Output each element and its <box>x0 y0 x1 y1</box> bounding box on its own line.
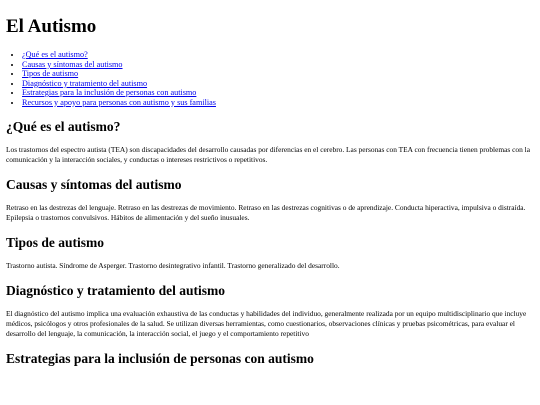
section-heading-causas: Causas y síntomas del autismo <box>6 177 182 192</box>
section-text-diagnostico: El diagnóstico del autismo implica una evaluación exhaustiva de las conductas y habilidades del individuo, generalmente realizada por un equipo multidisciplinario que incluye médicos, psicólogos y otros profesionales de la salud. Se utilizan diversas herramientas, como cuestionarios, observaciones clínicas y pruebas psicométricas, para evaluar el desarrollo del lenguaje, la comunicación, la interacción social, el juego y el comportamiento repetitivo <box>6 309 527 338</box>
toc-link-recursos[interactable]: Recursos y apoyo para personas con autismo y sus familias <box>22 97 216 107</box>
toc-item <box>22 98 536 108</box>
toc-item <box>22 60 536 70</box>
toc-link-diagnostico[interactable]: Diagnóstico y tratamiento del autismo <box>22 78 148 88</box>
section-heading-estrategias: Estrategias para la inclusión de personas con autismo <box>6 351 314 366</box>
toc-link-estrategias[interactable]: Estrategias para la inclusión de personas con autismo <box>22 88 197 97</box>
section-text-causas: Retraso en las destrezas del lenguaje. Retraso en las destrezas de movimiento. Retraso en las destrezas cognitivas o de aprendizaje. Conducta hiperactiva, impulsiva o distraída. Epilepsia o trastornos convulsivos. Hábitos de alimentación y del sueño inusuales. <box>6 203 526 222</box>
section-heading-que-es: ¿Qué es el autismo? <box>6 119 121 134</box>
page-title: El Autismo <box>6 16 97 37</box>
section-heading-diagnostico: Diagnóstico y tratamiento del autismo <box>6 283 225 298</box>
toc-item <box>22 69 536 79</box>
toc-item <box>22 88 536 98</box>
toc-link-causas[interactable]: Causas y síntomas del autismo <box>22 59 123 69</box>
table-of-contents <box>6 50 536 107</box>
section-heading-tipos: Tipos de autismo <box>6 235 105 250</box>
toc-item <box>22 50 536 60</box>
toc-item <box>22 79 536 89</box>
toc-link-que-es[interactable]: ¿Qué es el autismo? <box>22 50 88 59</box>
toc-link-tipos[interactable]: Tipos de autismo <box>22 69 79 78</box>
section-text-tipos: Trastorno autista. Síndrome de Asperger. Trastorno desintegrativo infantil. Trastorno generalizado del desarrollo. <box>6 261 340 270</box>
section-text-que-es: Los trastornos del espectro autista (TEA) son discapacidades del desarrollo causadas por diferencias en el cerebro. Las personas con TEA con frecuencia tienen problemas con la comunicación y la interacción sociales, y conductas o intereses restrictivos o repetitivos. <box>6 145 530 164</box>
